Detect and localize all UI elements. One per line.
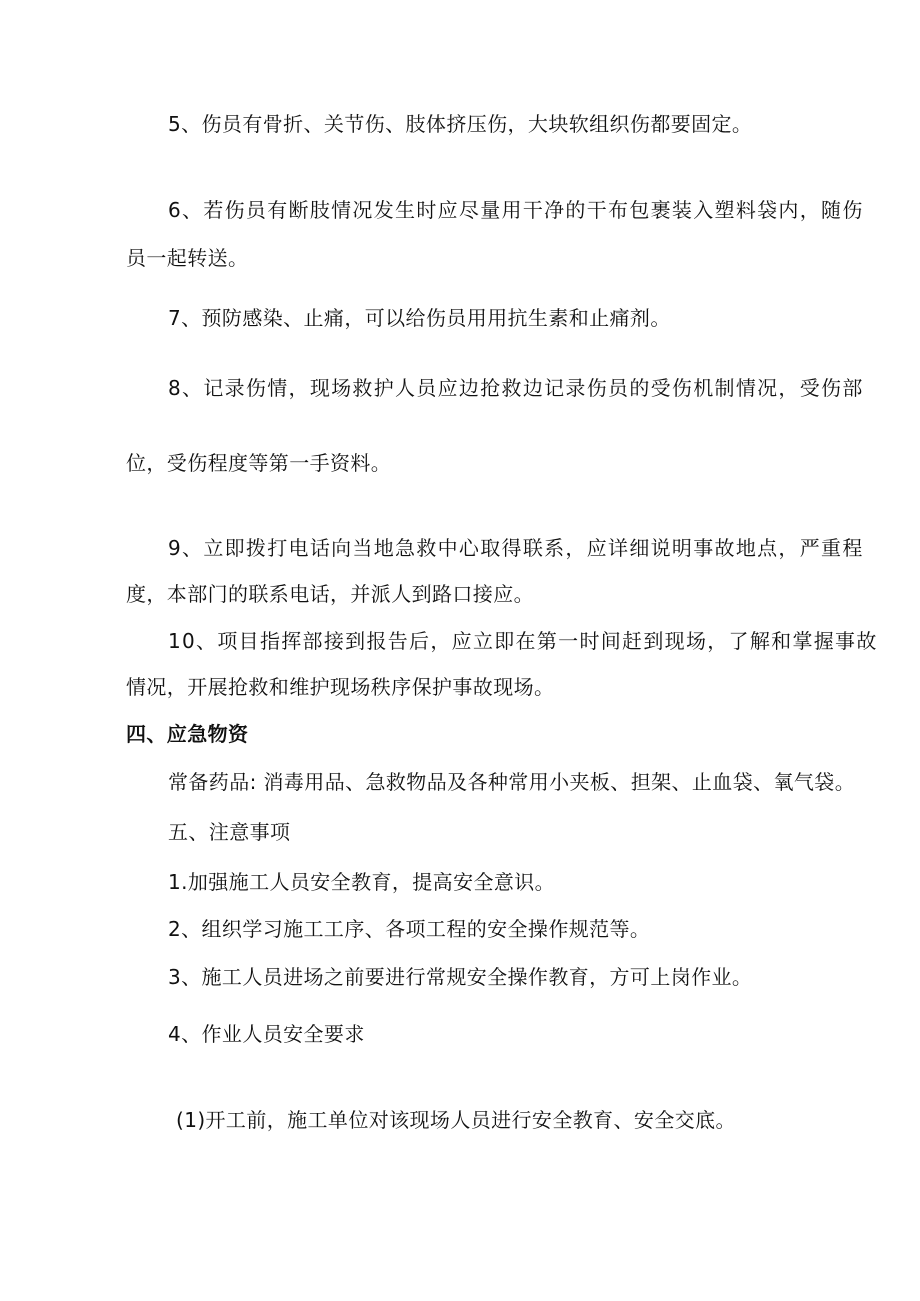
supplies-paragraph: 常备药品: 消毒用品、急救物品及各种常用小夹板、担架、止血袋、氧气袋。 [168, 770, 856, 794]
paragraph-item-9-line-2: 度，本部门的联系电话，并派人到路口接应。 [126, 582, 534, 606]
paragraph-item-7: 7、预防感染、止痛，可以给伤员用用抗生素和止痛剂。 [168, 306, 671, 330]
note-2: 2、组织学习施工工序、各项工程的安全操作规范等。 [168, 917, 651, 941]
note-4-subitem-1: (1)开工前，施工单位对该现场人员进行安全教育、安全交底。 [176, 1108, 736, 1132]
paragraph-item-10-line-1: 10、项目指挥部接到报告后，应立即在第一时间赶到现场，了解和掌握事故 [168, 629, 878, 653]
section-5-heading: 五、注意事项 [168, 820, 291, 844]
note-3: 3、施工人员进场之前要进行常规安全操作教育，方可上岗作业。 [168, 965, 753, 989]
note-1: 1.加强施工人员安全教育，提高安全意识。 [168, 870, 556, 894]
paragraph-item-6-line-2: 员一起转送。 [126, 246, 249, 270]
paragraph-item-5: 5、伤员有骨折、关节伤、肢体挤压伤，大块软组织伤都要固定。 [168, 112, 753, 136]
paragraph-item-9-line-1: 9、立即拨打电话向当地急救中心取得联系，应详细说明事故地点，严重程 [168, 536, 864, 560]
section-4-heading: 四、应急物资 [126, 722, 249, 746]
paragraph-item-8-line-1: 8、记录伤情，现场救护人员应边抢救边记录伤员的受伤机制情况，受伤部 [168, 376, 864, 400]
paragraph-item-8-line-2: 位，受伤程度等第一手资料。 [126, 451, 392, 475]
paragraph-item-10-line-2: 情况，开展抢救和维护现场秩序保护事故现场。 [126, 675, 555, 699]
note-4: 4、作业人员安全要求 [168, 1022, 365, 1046]
paragraph-item-6-line-1: 6、若伤员有断肢情况发生时应尽量用干净的干布包裹装入塑料袋内，随伤 [168, 198, 864, 222]
